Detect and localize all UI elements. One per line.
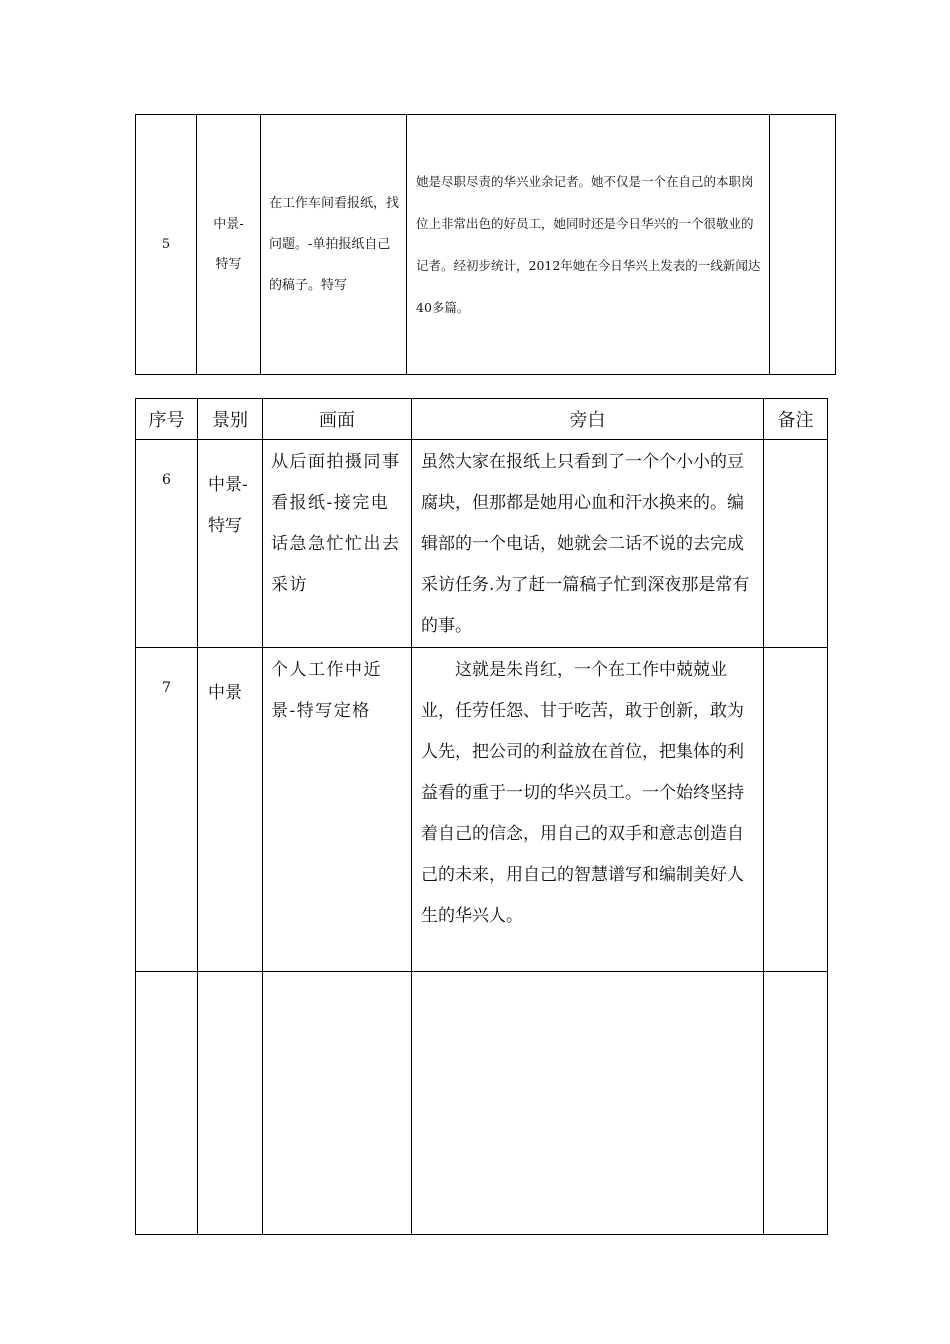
row-number: 5 — [136, 115, 197, 375]
header-shot: 景别 — [198, 399, 263, 440]
header-remark: 备注 — [764, 399, 828, 440]
empty-cell — [764, 972, 828, 1235]
empty-cell — [412, 972, 764, 1235]
header-narration: 旁白 — [412, 399, 764, 440]
row-number: 6 — [136, 440, 198, 648]
header-number: 序号 — [136, 399, 198, 440]
row-number: 7 — [136, 648, 198, 972]
shot-type-line: 中景- — [213, 216, 244, 232]
screen-description: 在工作车间看报纸，找问题。-单拍报纸自己的稿子。特写 — [261, 115, 407, 375]
shot-table-continued — [135, 114, 836, 375]
screen-description: 个人工作中近景-特写定格 — [263, 648, 412, 972]
narration: 这就是朱肖红，一个在工作中兢兢业业，任劳任怨、甘于吃苦，敢于创新，敢为人先，把公司的利益放在首位，把集体的利益看的重于一切的华兴员工。一个始终坚持着自己的信念，用自己的双手和意志创造自己的未来，用自己的智慧谱写和编制美好人生的华兴人。 — [412, 648, 764, 972]
shot-type-line: 特写 — [215, 256, 242, 272]
table-header-row — [136, 399, 828, 440]
shot-type — [197, 115, 261, 375]
table-row-empty — [136, 972, 828, 1235]
empty-cell — [263, 972, 412, 1235]
empty-cell — [136, 972, 198, 1235]
shot-type — [198, 440, 263, 648]
screen-description: 从后面拍摄同事看报纸-接完电话急急忙忙出去采访 — [263, 440, 412, 648]
table-row — [136, 115, 836, 375]
header-screen: 画面 — [263, 399, 412, 440]
empty-cell — [198, 972, 263, 1235]
remark — [764, 648, 828, 972]
table-row — [136, 440, 828, 648]
shot-type-line: 中景- — [208, 475, 248, 495]
remark — [770, 115, 836, 375]
shot-table — [135, 398, 828, 1235]
table-row — [136, 648, 828, 972]
narration: 她是尽职尽责的华兴业余记者。她不仅是一个在自己的本职岗位上非常出色的好员工，她同时还是今日华兴的一个很敬业的记者。经初步统计，2012年她在今日华兴上发表的一线新闻达40多篇。 — [407, 115, 770, 375]
narration: 虽然大家在报纸上只看到了一个个小小的豆腐块，但那都是她用心血和汗水换来的。编辑部的一个电话，她就会二话不说的去完成采访任务.为了赶一篇稿子忙到深夜那是常有的事。 — [412, 440, 764, 648]
shot-type-line: 特写 — [208, 516, 242, 536]
shot-type: 中景 — [198, 648, 263, 972]
remark — [764, 440, 828, 648]
